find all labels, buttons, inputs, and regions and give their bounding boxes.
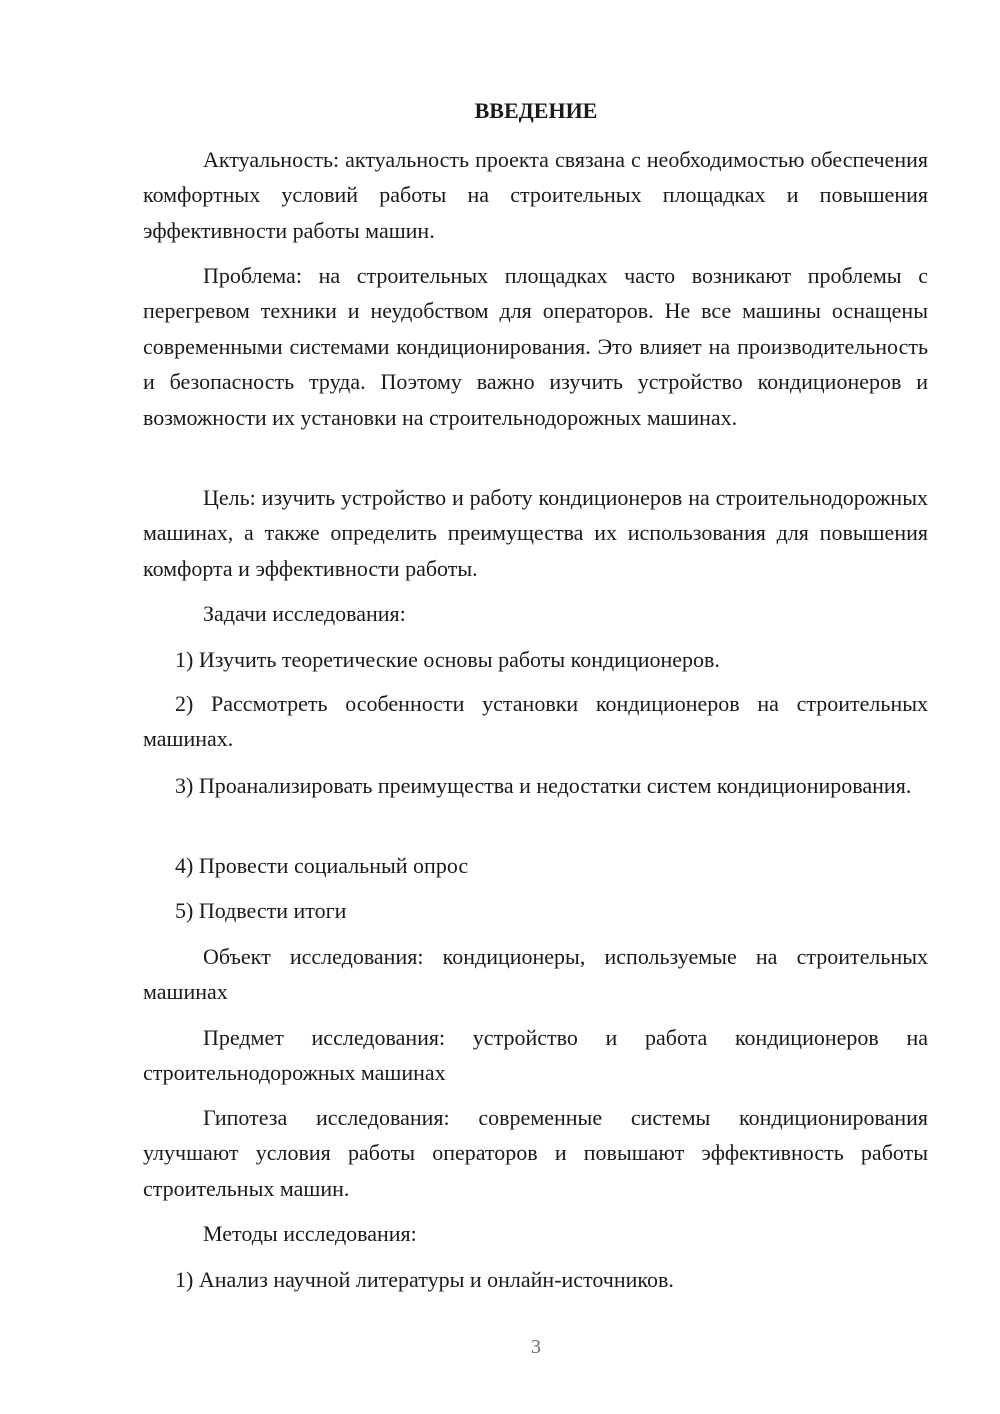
task-item-1: 1) Изучить теоретические основы работы кондиционеров. — [175, 647, 720, 672]
paragraph-relevance: Актуальность: актуальность проекта связана с необходимостью обеспечения комфортных условий работы на строительных площадках и повышения эффективности работы машин. — [143, 147, 928, 243]
method-item-1: 1) Анализ научной литературы и онлайн-источников. — [175, 1267, 674, 1292]
paragraph-object: Объект исследования: кондиционеры, используемые на строительных машинах — [143, 944, 928, 1005]
methods-heading: Методы исследования: — [203, 1221, 417, 1246]
task-item-4: 4) Провести социальный опрос — [175, 853, 469, 878]
task-item-3: 3) Проанализировать преимущества и недостатки систем кондиционирования. — [175, 773, 912, 798]
paragraph-hypothesis: Гипотеза исследования: современные системы кондиционирования улучшают условия работы операторов и повышают эффективность работы строительных машин. — [143, 1105, 928, 1201]
task-item-5: 5) Подвести итоги — [175, 898, 347, 923]
paragraph-problem: Проблема: на строительных площадках часто возникают проблемы с перегревом техники и неудобством для операторов. Не все машины оснащены современными системами кондиционирования. Это влияет на производительность и безопасность труда. Поэтому важно изучить устройство кондиционеров и возможности их установки на строительнодорожных машинах. — [143, 263, 928, 430]
page-number: 3 — [531, 1336, 541, 1358]
paragraph-goal: Цель: изучить устройство и работу кондиционеров на строительнодорожных машинах, а также определить преимущества их использования для повышения комфорта и эффективности работы. — [143, 485, 928, 581]
task-item-2: 2) Рассмотреть особенности установки кондиционеров на строительных машинах. — [143, 691, 928, 752]
section-title: ВВЕДЕНИЕ — [474, 98, 598, 123]
paragraph-subject: Предмет исследования: устройство и работа кондиционеров на строительнодорожных машинах — [143, 1025, 928, 1086]
tasks-heading: Задачи исследования: — [203, 601, 406, 626]
